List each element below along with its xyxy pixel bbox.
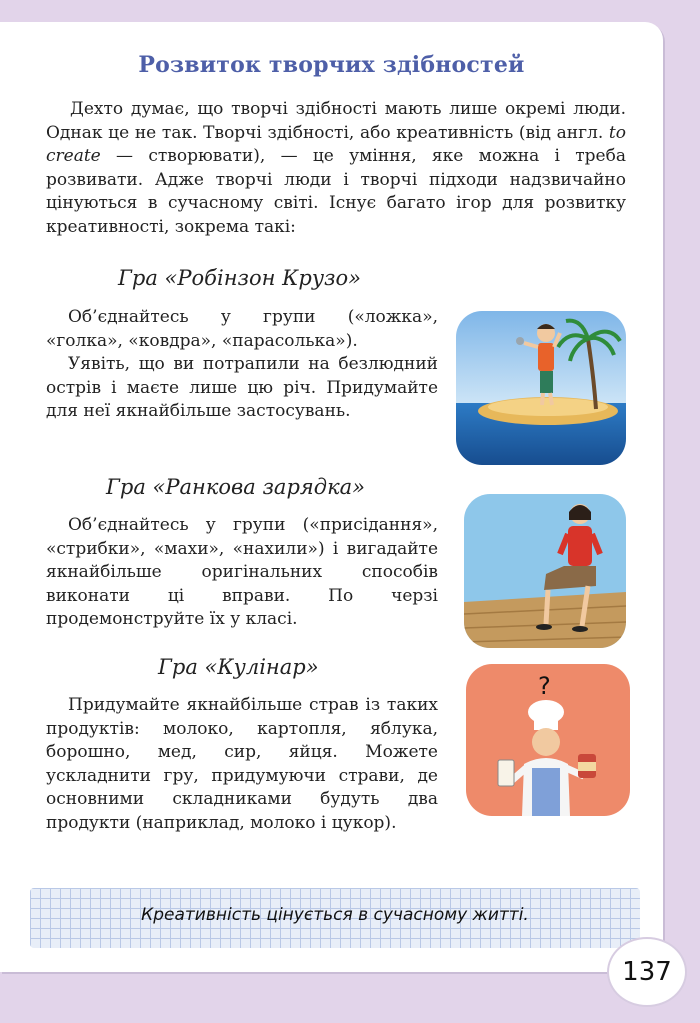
game-text-cook	[46, 694, 438, 836]
game-robinson-paragraph-2: Уявіть, що ви потрапили на безлюдний острів і маєте лише цю річ. Придумайте для неї якнайбільше застосувань.	[46, 354, 438, 422]
intro-english-term: to create	[46, 122, 626, 167]
exercise-illustration	[464, 494, 626, 648]
page-number: 137	[607, 937, 687, 1007]
intro-text-2: — створювати), — це уміння, яке можна і треба розвивати. Адже творчі люди і творчі підходи надзвичайно цінуються в сучасному світі. Існує багато ігор для розвитку креативності, зокрема такі:	[46, 146, 626, 237]
game-cook-paragraph-1: Придумайте якнайбільше страв із таких продуктів: молоко, картопля, яблука, борошно, мед, сир, яйця. Можете ускладнити гру, придумуючи страви, де основними складниками будуть два продукти (наприклад, молоко і цукор).	[46, 695, 438, 833]
island-illustration	[456, 311, 626, 465]
game-text-robinson	[46, 306, 438, 424]
game-robinson-paragraph-1: Об’єднайтесь у групи («ложка», «голка», «ковдра», «парасолька»).	[46, 307, 438, 351]
intro-paragraph	[46, 98, 626, 240]
banner-text: Креативність цінується в сучасному житті.	[141, 905, 529, 925]
intro-text-1: Дехто думає, що творчі здібності мають лише окремі люди. Однак це не так. Творчі здібності, або креативність (від англ.	[46, 99, 626, 143]
game-text-exercise	[46, 514, 438, 632]
page-title: Розвиток творчих здібностей	[138, 52, 525, 78]
game-title-cook: Гра «Кулінар»	[158, 655, 319, 679]
summary-banner	[30, 888, 640, 948]
game-title-robinson: Гра «Робінзон Крузо»	[118, 266, 361, 290]
cook-illustration	[466, 664, 630, 816]
game-exercise-paragraph-1: Об’єднайтесь у групи («присідання», «стрибки», «махи», «нахили») і вигадайте якнайбільше оригінальних способів виконати ці вправи. По черзі продемонструйте їх у класі.	[46, 515, 438, 630]
game-title-exercise: Гра «Ранкова зарядка»	[106, 475, 366, 499]
question-mark: ?	[538, 672, 551, 700]
